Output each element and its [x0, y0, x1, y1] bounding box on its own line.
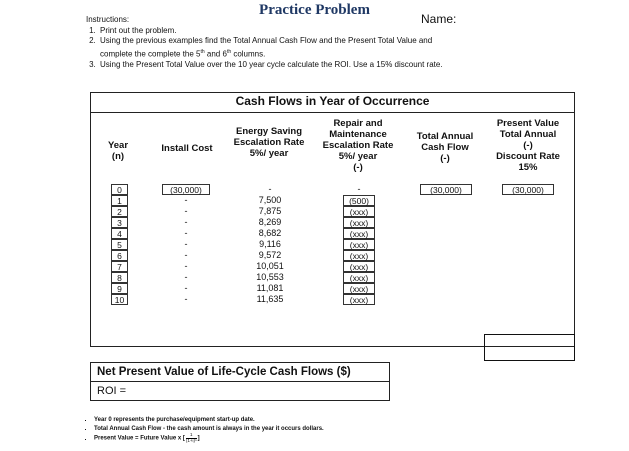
year-cell[interactable]: 6	[111, 250, 128, 261]
npv-label: Net Present Value of Life-Cycle Cash Flows ($)	[97, 366, 351, 378]
roi-row[interactable]	[90, 382, 390, 401]
header-present-value: Present Value Total Annual (-) Discount Rate 15%	[496, 118, 560, 173]
energy-saving-cell: 9,572	[258, 250, 282, 260]
energy-saving-column	[240, 184, 300, 305]
roi-label: ROI =	[97, 385, 127, 397]
npv-answer-box[interactable]	[484, 334, 575, 361]
name-label: Name:	[421, 12, 457, 26]
page-title: Practice Problem	[259, 2, 370, 18]
energy-saving-cell: 11,635	[256, 294, 284, 304]
install-cost-cell: -	[184, 239, 188, 249]
repair-cell[interactable]: (xxx)	[343, 272, 375, 283]
repair-cell[interactable]: (xxx)	[343, 250, 375, 261]
header-energy-saving: Energy Saving Escalation Rate 5%/ year	[233, 126, 305, 159]
note-item: ▪ Total Annual Cash Flow - the cash amount is always in the year it occurs dollars.	[94, 425, 324, 434]
instructions	[86, 15, 443, 70]
header-total-annual: Total Annual Cash Flow (-)	[416, 131, 474, 164]
note-item: ▪ Present Value = Future Value x [ $\frac{1}{\text{(1+i)ⁿ}}$ ]	[94, 433, 324, 443]
instruction-step-3: 3. Using the Present Total Value over the 10 year cycle calculate the ROI. Use a 15% discount rate.	[98, 60, 443, 71]
install-cost-cell: -	[184, 294, 188, 304]
note-item: ▪ Year 0 represents the purchase/equipment start-up date.	[94, 416, 324, 425]
year-cell[interactable]: 8	[111, 272, 128, 283]
header-repair-maintenance: Repair and Maintenance Escalation Rate 5%/ year (-)	[322, 118, 394, 173]
repair-cell[interactable]: (xxx)	[343, 283, 375, 294]
repair-cell: -	[357, 184, 361, 194]
year-cell[interactable]: 0	[111, 184, 128, 195]
formula-numerator: 1	[186, 433, 197, 439]
repair-cell[interactable]: (xxx)	[343, 261, 375, 272]
install-cost-cell: -	[184, 195, 188, 205]
repair-cell[interactable]: (xxx)	[343, 239, 375, 250]
total-annual-cell[interactable]: (30,000)	[420, 184, 472, 195]
year-cell[interactable]: 4	[111, 228, 128, 239]
repair-cell[interactable]: (xxx)	[343, 217, 375, 228]
instructions-heading: Instructions:	[86, 15, 130, 24]
instruction-step-2: 2. Using the previous examples find the Total Annual Cash Flow and the Present Total Value and complete the complete the 5th and 6th columns.	[98, 36, 443, 60]
energy-saving-cell: 7,500	[258, 195, 282, 205]
install-cost-cell[interactable]: (30,000)	[162, 184, 210, 195]
year-cell[interactable]: 7	[111, 261, 128, 272]
install-cost-cell: -	[184, 283, 188, 293]
install-cost-cell: -	[184, 261, 188, 271]
energy-saving-cell: 10,553	[256, 272, 284, 282]
year-cell[interactable]: 2	[111, 206, 128, 217]
repair-cell[interactable]: (500)	[343, 195, 375, 206]
year-cell[interactable]: 10	[111, 294, 128, 305]
header-year: Year (n)	[107, 140, 129, 162]
year-cell[interactable]: 9	[111, 283, 128, 294]
energy-saving-cell: 7,875	[258, 206, 282, 216]
formula-denominator: (1+i)ⁿ	[185, 437, 197, 443]
year-cell[interactable]: 1	[111, 195, 128, 206]
notes	[86, 416, 324, 443]
repair-cell[interactable]: (xxx)	[343, 294, 375, 305]
install-cost-column	[162, 184, 210, 305]
npv-row	[90, 362, 390, 382]
install-cost-cell: -	[184, 250, 188, 260]
present-value-cell[interactable]: (30,000)	[502, 184, 554, 195]
install-cost-cell: -	[184, 206, 188, 216]
repair-cell[interactable]: (xxx)	[343, 228, 375, 239]
year-column	[111, 184, 128, 305]
energy-saving-cell: 8,682	[258, 228, 282, 238]
energy-saving-cell: -	[268, 184, 272, 194]
energy-saving-cell: 11,081	[256, 283, 284, 293]
install-cost-cell: -	[184, 272, 188, 282]
energy-saving-cell: 9,116	[259, 239, 281, 249]
year-cell[interactable]: 5	[111, 239, 128, 250]
repair-cell[interactable]: (xxx)	[343, 206, 375, 217]
table-title: Cash Flows in Year of Occurrence	[235, 94, 430, 108]
header-install-cost: Install Cost	[161, 143, 213, 154]
repair-column	[343, 184, 375, 305]
year-cell[interactable]: 3	[111, 217, 128, 228]
table-title-divider	[90, 112, 575, 113]
install-cost-cell: -	[184, 228, 188, 238]
instruction-step-1: 1. Print out the problem.	[98, 26, 443, 37]
energy-saving-cell: 10,051	[256, 261, 284, 271]
energy-saving-cell: 8,269	[258, 217, 282, 227]
install-cost-cell: -	[184, 217, 188, 227]
